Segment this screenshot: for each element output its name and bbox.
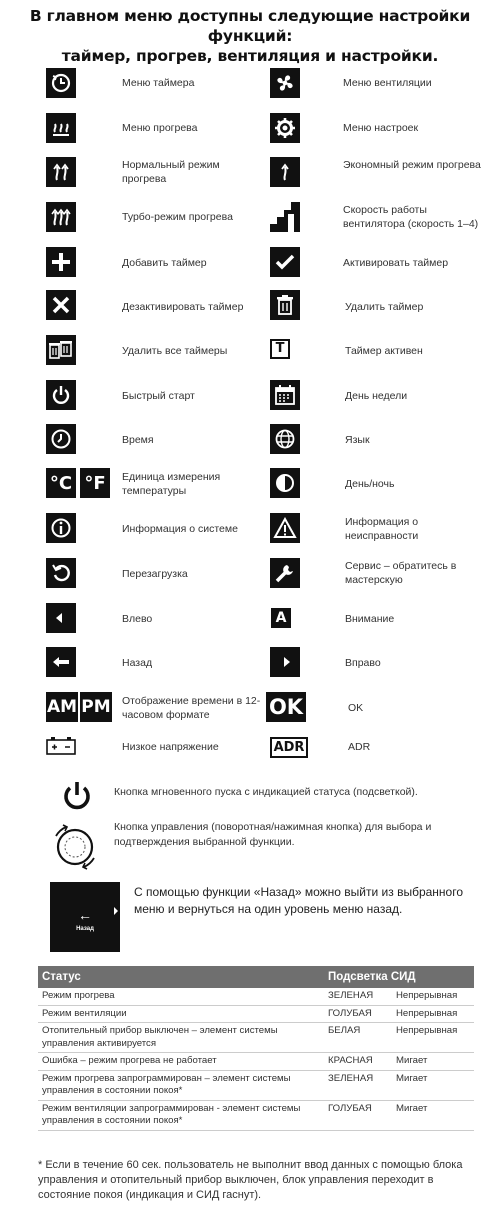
label-delete-all: Удалить все таймеры bbox=[122, 345, 228, 357]
title-line-2: таймер, прогрев, вентиляция и настройки. bbox=[61, 47, 439, 65]
table-cell: Режим вентиляции запрограммирован - элемент системы управления в состоянии покоя* bbox=[38, 1100, 324, 1130]
table-row bbox=[38, 1005, 474, 1023]
table-row bbox=[38, 1053, 474, 1071]
label-normal-heat: Нормальный режим прогрева bbox=[122, 159, 220, 185]
ok-icon bbox=[266, 692, 306, 722]
ok-glyph: OK bbox=[268, 695, 304, 719]
label-ok: OK bbox=[348, 702, 364, 714]
settings-gear-icon bbox=[270, 113, 300, 143]
table-cell: КРАСНАЯ bbox=[324, 1053, 392, 1071]
label-activate-timer: Активировать таймер bbox=[343, 257, 449, 269]
table-cell: Мигает bbox=[392, 1053, 474, 1071]
table-cell: Режим прогрева запрограммирован – элемент системы управления в состоянии покоя* bbox=[38, 1070, 324, 1100]
adr-glyph: ADR bbox=[273, 740, 305, 755]
table-header-row bbox=[38, 966, 474, 988]
fan-icon bbox=[270, 68, 300, 98]
table-cell: Режим прогрева bbox=[38, 988, 324, 1005]
am-glyph: AM bbox=[46, 697, 78, 717]
back-description-text: С помощью функции «Назад» можно выйти из выбранного меню и вернуться на один уровень меню назад. bbox=[134, 885, 464, 916]
table-cell: Отопительный прибор выключен – элемент системы управления активируется bbox=[38, 1023, 324, 1053]
label-right: Вправо bbox=[345, 657, 381, 669]
header-led: Подсветка СИД bbox=[324, 966, 474, 988]
celsius-glyph: °C bbox=[49, 472, 73, 494]
table-cell: Мигает bbox=[392, 1100, 474, 1130]
wrench-icon bbox=[270, 558, 300, 588]
label-back: Назад bbox=[122, 657, 153, 669]
eco-heat-icon bbox=[270, 157, 300, 187]
trash-icon bbox=[270, 290, 300, 320]
table-cell: Мигает bbox=[392, 1070, 474, 1100]
label-attention: Внимание bbox=[345, 613, 395, 625]
turbo-heat-icon bbox=[46, 202, 76, 232]
label-delete-timer: Удалить таймер bbox=[345, 301, 424, 313]
table-cell: Режим вентиляции bbox=[38, 1005, 324, 1023]
table-cell: Непрерывная bbox=[392, 1005, 474, 1023]
back-screen-right-icon bbox=[114, 907, 118, 915]
label-timer-active: Таймер активен bbox=[345, 345, 423, 357]
fan-speed-icon bbox=[270, 202, 300, 232]
table-cell: Непрерывная bbox=[392, 988, 474, 1005]
title-line-1: В главном меню доступны следующие настройки функций: bbox=[29, 7, 471, 45]
label-deactivate-timer: Дезактивировать таймер bbox=[122, 301, 244, 313]
globe-icon bbox=[270, 424, 300, 454]
delete-all-icon bbox=[46, 335, 76, 365]
label-restart: Перезагрузка bbox=[122, 568, 188, 580]
table-row bbox=[38, 1100, 474, 1130]
info-icon bbox=[46, 513, 76, 543]
power-icon bbox=[46, 380, 76, 410]
control-knob-text: Кнопка управления (поворотная/нажимная кнопка) для выбора и подтверждения выбранной функции. bbox=[114, 821, 432, 848]
normal-heat-icon bbox=[46, 157, 76, 187]
am-icon bbox=[46, 692, 78, 722]
power-button-illustration bbox=[60, 779, 94, 813]
label-low-voltage: Низкое напряжение bbox=[122, 741, 219, 753]
page-title bbox=[0, 6, 500, 66]
label-service: Сервис – обратитесь в мастерскую bbox=[345, 560, 457, 586]
power-button-text: Кнопка мгновенного пуска с индикацией статуса (подсветкой). bbox=[114, 786, 418, 798]
label-fan-menu: Меню вентиляции bbox=[343, 77, 432, 89]
label-fan-speed: Скорость работы вентилятора (скорость 1–4) bbox=[343, 204, 479, 230]
label-language: Язык bbox=[345, 434, 370, 446]
fahrenheit-glyph: °F bbox=[84, 472, 106, 494]
label-weekday: День недели bbox=[345, 390, 408, 402]
label-adr: ADR bbox=[348, 741, 371, 753]
table-cell: ЗЕЛЕНАЯ bbox=[324, 1070, 392, 1100]
label-day-night: День/ночь bbox=[345, 478, 395, 490]
calendar-icon bbox=[270, 380, 300, 410]
preheat-icon bbox=[46, 113, 76, 143]
control-knob-illustration bbox=[50, 822, 100, 872]
left-icon bbox=[46, 603, 76, 633]
label-left: Влево bbox=[122, 613, 153, 625]
pm-icon bbox=[80, 692, 112, 722]
footnote: * Если в течение 60 сек. пользователь не выполнит ввод данных с помощью блока управления и отопительный прибор выключен, блок управления переходит в состояние покоя (индикация и СИД гаснут). bbox=[38, 1159, 463, 1201]
label-settings-menu: Меню настроек bbox=[343, 122, 419, 134]
table-cell: ГОЛУБАЯ bbox=[324, 1005, 392, 1023]
label-time: Время bbox=[122, 434, 154, 446]
clock-icon bbox=[46, 424, 76, 454]
table-cell: Непрерывная bbox=[392, 1023, 474, 1053]
attention-glyph: A bbox=[275, 610, 287, 626]
table-cell: ГОЛУБАЯ bbox=[324, 1100, 392, 1130]
timer-active-glyph: T bbox=[275, 341, 285, 356]
label-eco-heat: Экономный режим прогрева bbox=[343, 159, 481, 171]
checkmark-icon bbox=[270, 247, 300, 277]
plus-icon bbox=[46, 247, 76, 277]
cross-icon bbox=[46, 290, 76, 320]
fahrenheit-icon bbox=[80, 468, 110, 498]
header-status: Статус bbox=[38, 966, 324, 988]
label-fault-info: Информация о неисправности bbox=[345, 516, 419, 542]
back-screen-illustration bbox=[50, 882, 120, 952]
right-icon bbox=[270, 647, 300, 677]
table-cell: БЕЛАЯ bbox=[324, 1023, 392, 1053]
led-status-table bbox=[38, 966, 474, 1131]
adr-icon bbox=[270, 737, 308, 758]
attention-icon bbox=[271, 608, 291, 628]
label-timer-menu: Меню таймера bbox=[122, 77, 195, 89]
back-screen-arrow-icon: ← bbox=[78, 907, 92, 923]
pm-glyph: PM bbox=[81, 697, 111, 717]
label-temp-unit: Единица измерения температуры bbox=[122, 471, 221, 497]
table-row bbox=[38, 1023, 474, 1053]
label-preheat-menu: Меню прогрева bbox=[122, 122, 198, 134]
label-quick-start: Быстрый старт bbox=[122, 390, 195, 402]
back-screen-label: Назад bbox=[76, 926, 94, 932]
low-voltage-icon bbox=[46, 737, 76, 755]
celsius-icon bbox=[46, 468, 76, 498]
table-cell: ЗЕЛЕНАЯ bbox=[324, 988, 392, 1005]
label-turbo-heat: Турбо-режим прогрева bbox=[122, 211, 233, 223]
restart-icon bbox=[46, 558, 76, 588]
timer-icon bbox=[46, 68, 76, 98]
table-row bbox=[38, 988, 474, 1005]
back-arrow-icon bbox=[46, 647, 76, 677]
label-12h-format: Отображение времени в 12-часовом формате bbox=[122, 695, 261, 721]
table-row bbox=[38, 1070, 474, 1100]
warning-icon bbox=[270, 513, 300, 543]
table-cell: Ошибка – режим прогрева не работает bbox=[38, 1053, 324, 1071]
label-add-timer: Добавить таймер bbox=[122, 257, 207, 269]
day-night-icon bbox=[270, 468, 300, 498]
label-system-info: Информация о системе bbox=[122, 523, 238, 535]
timer-active-icon bbox=[270, 339, 290, 359]
